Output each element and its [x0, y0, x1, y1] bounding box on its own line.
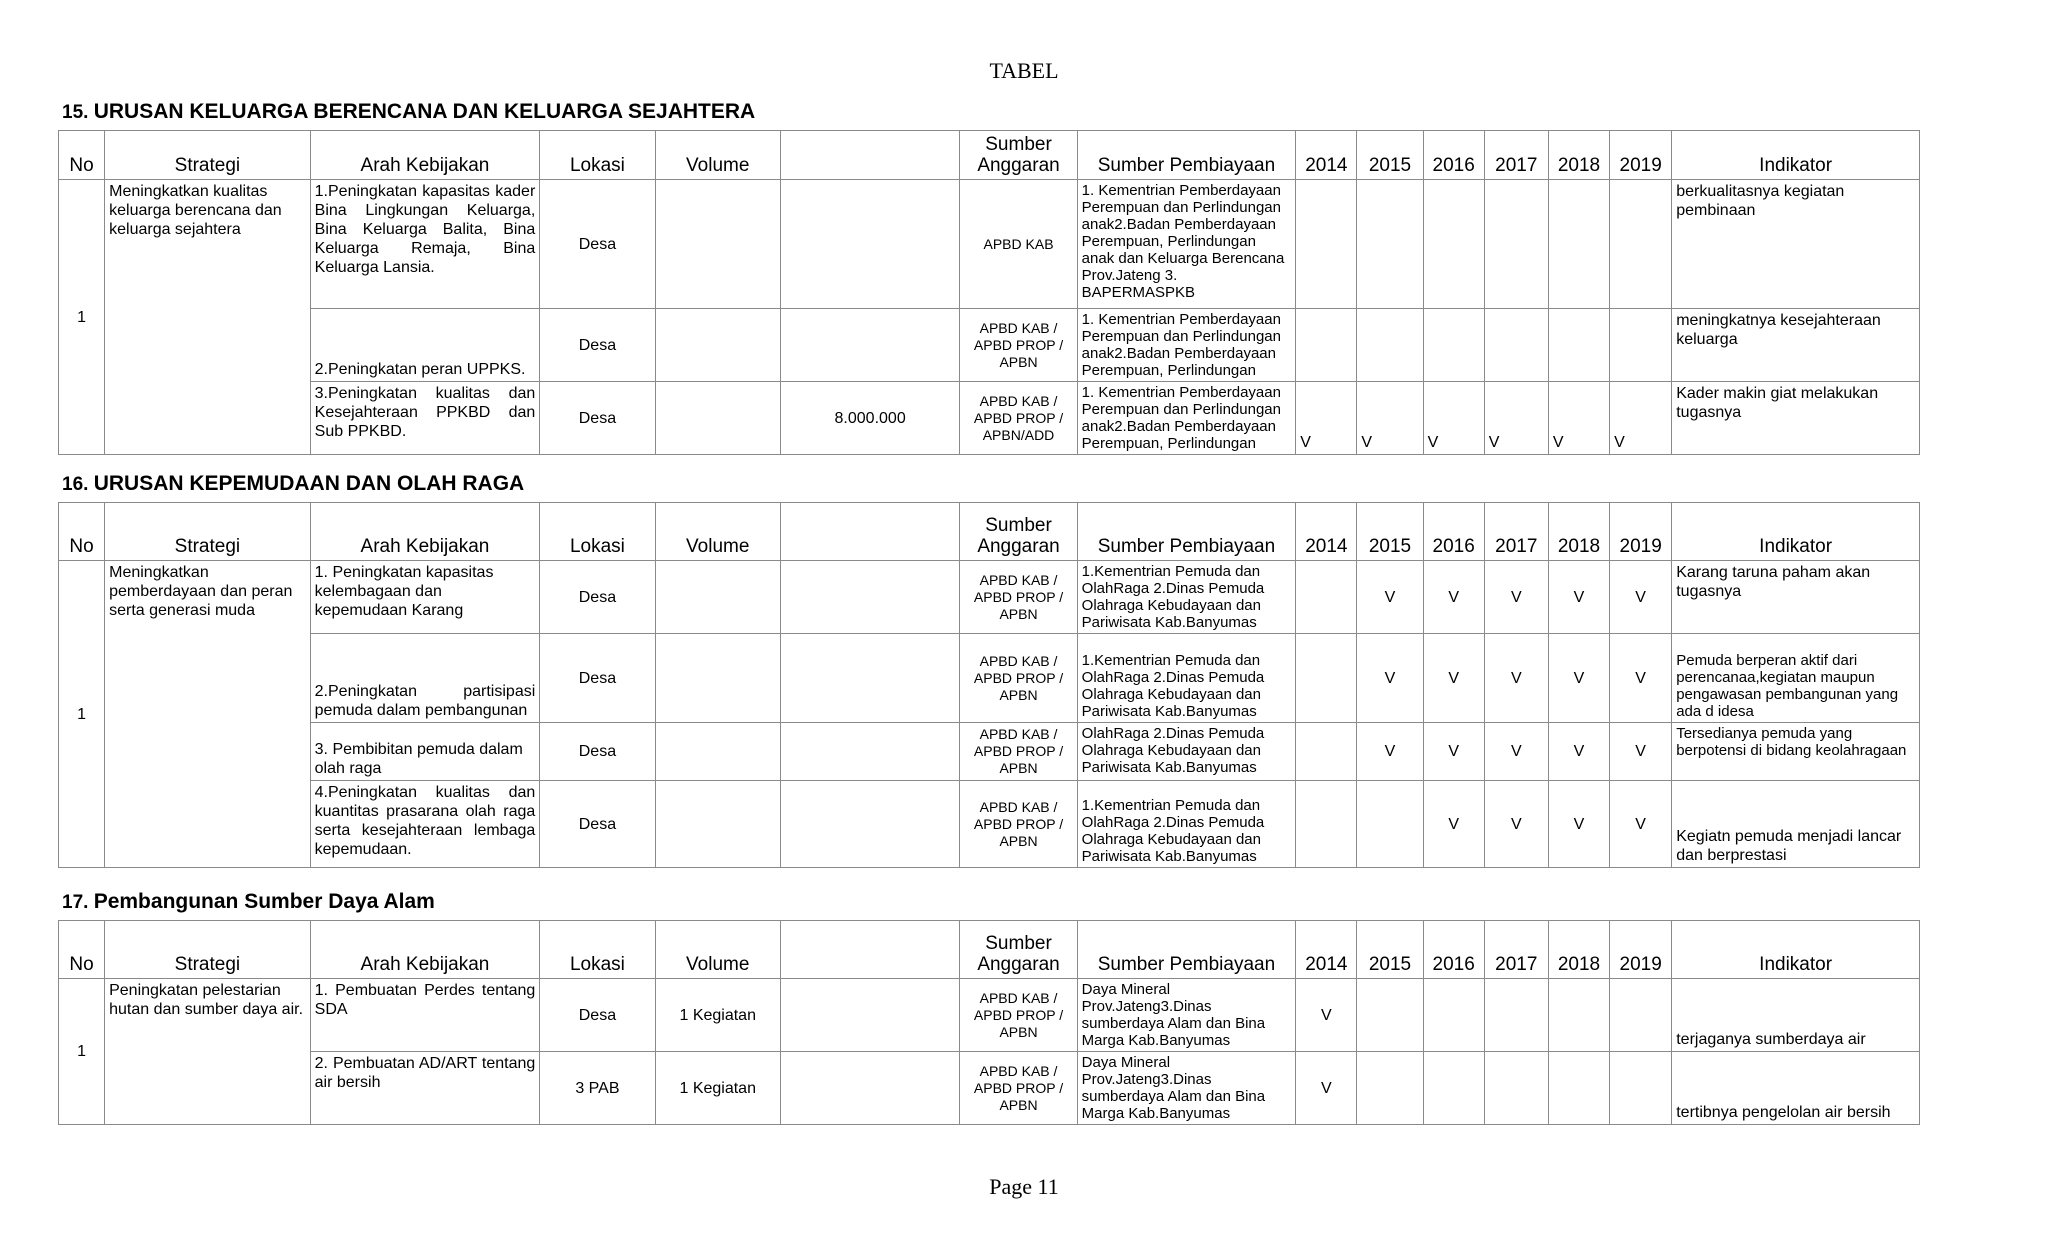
- header-2014: 2014: [1296, 503, 1357, 561]
- year-2016-cell: [1423, 309, 1484, 382]
- row-number: 1: [59, 979, 105, 1125]
- year-2015-cell: [1357, 1052, 1423, 1125]
- year-2014-cell: V: [1296, 979, 1357, 1052]
- arah-kebijakan-cell: 2. Pembuatan AD/ART tentang air bersih: [310, 1052, 540, 1125]
- section-17-number: 17.: [62, 892, 94, 913]
- indikator-cell: Kegiatn pemuda menjadi lancar dan berprestasi: [1672, 781, 1920, 868]
- year-2015-cell: [1357, 979, 1423, 1052]
- year-2015-cell: V: [1357, 382, 1423, 455]
- year-2019-cell: [1610, 979, 1672, 1052]
- section-15-title: [62, 100, 755, 124]
- sumber-anggaran-cell: APBD KAB / APBD PROP / APBN: [960, 723, 1077, 781]
- section-15-label: URUSAN KELUARGA BERENCANA DAN KELUARGA SEJAHTERA: [93, 100, 756, 123]
- year-2016-cell: V: [1423, 382, 1484, 455]
- year-2017-cell: V: [1484, 634, 1548, 723]
- year-2018-cell: [1548, 1052, 1609, 1125]
- lokasi-cell: 3 PAB: [540, 1052, 655, 1125]
- year-2017-cell: [1484, 309, 1548, 382]
- volume-cell: [655, 561, 780, 634]
- header-2015: 2015: [1357, 503, 1423, 561]
- year-2016-cell: V: [1423, 781, 1484, 868]
- indikator-cell: tertibnya pengelolan air bersih: [1672, 1052, 1920, 1125]
- volume-cell: [655, 309, 780, 382]
- indikator-cell: terjaganya sumberdaya air: [1672, 979, 1920, 1052]
- biaya-cell: [780, 561, 959, 634]
- header-lokasi: Lokasi: [540, 921, 655, 979]
- volume-cell: [655, 781, 780, 868]
- biaya-cell: [780, 309, 959, 382]
- year-2019-cell: V: [1610, 382, 1672, 455]
- sumber-pembiayaan-cell: 1. Kementrian Pemberdayaan Perempuan dan Perlindungan anak2.Badan Pemberdayaan Perempuan, Perlindungan anak dan Keluarga Berencana Prov.Jateng 3. BAPERMASPKB: [1077, 180, 1296, 309]
- biaya-cell: [780, 723, 959, 781]
- indikator-cell: berkualitasnya kegiatan pembinaan: [1672, 180, 1920, 309]
- header-arah-kebijakan: Arah Kebijakan: [310, 131, 540, 180]
- header-blank: [780, 131, 959, 180]
- volume-cell: 1 Kegiatan: [655, 979, 780, 1052]
- year-2016-cell: [1423, 1052, 1484, 1125]
- header-no: No: [59, 131, 105, 180]
- year-2015-cell: [1357, 309, 1423, 382]
- table-row: [59, 309, 1920, 382]
- arah-kebijakan-cell: 3.Peningkatan kualitas dan Kesejahteraan PPKBD dan Sub PPKBD.: [310, 382, 540, 455]
- year-2016-cell: V: [1423, 634, 1484, 723]
- year-2016-cell: [1423, 180, 1484, 309]
- year-2015-cell: [1357, 180, 1423, 309]
- header-strategi: Strategi: [105, 921, 311, 979]
- header-2014: 2014: [1296, 131, 1357, 180]
- year-2019-cell: V: [1610, 561, 1672, 634]
- year-2017-cell: [1484, 180, 1548, 309]
- section-17-title: [62, 890, 435, 914]
- strategi-cell: Meningkatkan pemberdayaan dan peran serta generasi muda: [105, 561, 311, 868]
- header-row: [59, 921, 1920, 979]
- sumber-pembiayaan-cell: 1. Kementrian Pemberdayaan Perempuan dan Perlindungan anak2.Badan Pemberdayaan Perempuan, Perlindungan: [1077, 309, 1296, 382]
- header-2016: 2016: [1423, 131, 1484, 180]
- header-2019: 2019: [1610, 921, 1672, 979]
- header-volume: Volume: [655, 503, 780, 561]
- volume-cell: [655, 723, 780, 781]
- sumber-anggaran-cell: APBD KAB / APBD PROP / APBN: [960, 1052, 1077, 1125]
- header-no: No: [59, 921, 105, 979]
- table-row: [59, 1052, 1920, 1125]
- section-16-title: [62, 472, 524, 496]
- lokasi-cell: Desa: [540, 979, 655, 1052]
- year-2016-cell: V: [1423, 561, 1484, 634]
- year-2019-cell: V: [1610, 781, 1672, 868]
- arah-kebijakan-cell: 1. Peningkatan kapasitas kelembagaan dan kepemudaan Karang: [310, 561, 540, 634]
- year-2019-cell: V: [1610, 634, 1672, 723]
- sumber-pembiayaan-cell: 1.Kementrian Pemuda dan OlahRaga 2.Dinas Pemuda Olahraga Kebudayaan dan Pariwisata Kab.Banyumas: [1077, 634, 1296, 723]
- lokasi-cell: Desa: [540, 561, 655, 634]
- arah-kebijakan-cell: 1. Pembuatan Perdes tentang SDA: [310, 979, 540, 1052]
- header-strategi: Strategi: [105, 131, 311, 180]
- sumber-pembiayaan-cell: OlahRaga 2.Dinas Pemuda Olahraga Kebudayaan dan Pariwisata Kab.Banyumas: [1077, 723, 1296, 781]
- year-2019-cell: [1610, 1052, 1672, 1125]
- year-2014-cell: [1296, 309, 1357, 382]
- row-number: 1: [59, 561, 105, 868]
- year-2015-cell: V: [1357, 634, 1423, 723]
- header-2016: 2016: [1423, 503, 1484, 561]
- year-2018-cell: V: [1548, 382, 1609, 455]
- year-2018-cell: V: [1548, 561, 1609, 634]
- indikator-cell: Tersedianya pemuda yang berpotensi di bidang keolahragaan: [1672, 723, 1920, 781]
- header-2017: 2017: [1484, 921, 1548, 979]
- header-2019: 2019: [1610, 503, 1672, 561]
- year-2014-cell: V: [1296, 1052, 1357, 1125]
- header-2017: 2017: [1484, 131, 1548, 180]
- year-2019-cell: [1610, 309, 1672, 382]
- year-2018-cell: [1548, 309, 1609, 382]
- year-2014-cell: V: [1296, 382, 1357, 455]
- year-2017-cell: [1484, 979, 1548, 1052]
- header-row: [59, 131, 1920, 180]
- arah-kebijakan-cell: 1.Peningkatan kapasitas kader Bina Lingkungan Keluarga, Bina Keluarga Balita, Bina Keluarga Remaja, Bina Keluarga Lansia.: [310, 180, 540, 309]
- year-2017-cell: V: [1484, 382, 1548, 455]
- table-row: [59, 561, 1920, 634]
- lokasi-cell: Desa: [540, 723, 655, 781]
- year-2018-cell: V: [1548, 634, 1609, 723]
- sumber-pembiayaan-cell: 1.Kementrian Pemuda dan OlahRaga 2.Dinas Pemuda Olahraga Kebudayaan dan Pariwisata Kab.Banyumas: [1077, 781, 1296, 868]
- sumber-anggaran-cell: APBD KAB / APBD PROP / APBN: [960, 561, 1077, 634]
- arah-kebijakan-cell: 2.Peningkatan peran UPPKS.: [310, 309, 540, 382]
- sumber-anggaran-cell: APBD KAB / APBD PROP / APBN: [960, 309, 1077, 382]
- volume-cell: [655, 634, 780, 723]
- lokasi-cell: Desa: [540, 634, 655, 723]
- indikator-cell: meningkatnya kesejahteraan keluarga: [1672, 309, 1920, 382]
- biaya-cell: [780, 781, 959, 868]
- header-2017: 2017: [1484, 503, 1548, 561]
- header-sumber-anggaran: Sumber Anggaran: [960, 921, 1077, 979]
- header-2019: 2019: [1610, 131, 1672, 180]
- header-2016: 2016: [1423, 921, 1484, 979]
- sumber-anggaran-cell: APBD KAB / APBD PROP / APBN/ADD: [960, 382, 1077, 455]
- table-row: [59, 382, 1920, 455]
- year-2015-cell: V: [1357, 561, 1423, 634]
- year-2018-cell: [1548, 979, 1609, 1052]
- sumber-pembiayaan-cell: 1.Kementrian Pemuda dan OlahRaga 2.Dinas Pemuda Olahraga Kebudayaan dan Pariwisata Kab.Banyumas: [1077, 561, 1296, 634]
- header-row: [59, 503, 1920, 561]
- sumber-pembiayaan-cell: 1. Kementrian Pemberdayaan Perempuan dan Perlindungan anak2.Badan Pemberdayaan Perempuan, Perlindungan: [1077, 382, 1296, 455]
- header-sumber-pembiayaan: Sumber Pembiayaan: [1077, 921, 1296, 979]
- table-row: [59, 634, 1920, 723]
- header-2015: 2015: [1357, 131, 1423, 180]
- header-2014: 2014: [1296, 921, 1357, 979]
- volume-cell: [655, 382, 780, 455]
- volume-cell: 1 Kegiatan: [655, 1052, 780, 1125]
- indikator-cell: Kader makin giat melakukan tugasnya: [1672, 382, 1920, 455]
- header-2015: 2015: [1357, 921, 1423, 979]
- header-strategi: Strategi: [105, 503, 311, 561]
- header-2018: 2018: [1548, 921, 1609, 979]
- year-2014-cell: [1296, 781, 1357, 868]
- year-2014-cell: [1296, 180, 1357, 309]
- sumber-anggaran-cell: APBD KAB / APBD PROP / APBN: [960, 979, 1077, 1052]
- year-2019-cell: V: [1610, 723, 1672, 781]
- year-2014-cell: [1296, 561, 1357, 634]
- lokasi-cell: Desa: [540, 781, 655, 868]
- table-section-17: [58, 920, 1920, 1125]
- volume-cell: [655, 180, 780, 309]
- table-row: [59, 723, 1920, 781]
- lokasi-cell: Desa: [540, 309, 655, 382]
- header-sumber-anggaran: Sumber Anggaran: [960, 503, 1077, 561]
- header-blank: [780, 921, 959, 979]
- year-2018-cell: V: [1548, 781, 1609, 868]
- header-sumber-pembiayaan: Sumber Pembiayaan: [1077, 131, 1296, 180]
- year-2018-cell: V: [1548, 723, 1609, 781]
- sumber-anggaran-cell: APBD KAB / APBD PROP / APBN: [960, 634, 1077, 723]
- lokasi-cell: Desa: [540, 180, 655, 309]
- header-sumber-pembiayaan: Sumber Pembiayaan: [1077, 503, 1296, 561]
- header-blank: [780, 503, 959, 561]
- biaya-cell: [780, 979, 959, 1052]
- strategi-cell: Peningkatan pelestarian hutan dan sumber daya air.: [105, 979, 311, 1125]
- biaya-cell: [780, 1052, 959, 1125]
- year-2015-cell: [1357, 781, 1423, 868]
- header-lokasi: Lokasi: [540, 503, 655, 561]
- page-title: TABEL: [989, 58, 1059, 83]
- strategi-cell: Meningkatkan kualitas keluarga berencana dan keluarga sejahtera: [105, 180, 311, 455]
- biaya-cell: [780, 180, 959, 309]
- biaya-cell: 8.000.000: [780, 382, 959, 455]
- biaya-cell: [780, 634, 959, 723]
- year-2014-cell: [1296, 634, 1357, 723]
- arah-kebijakan-cell: 2.Peningkatan partisipasi pemuda dalam pembangunan: [310, 634, 540, 723]
- arah-kebijakan-cell: 4.Peningkatan kualitas dan kuantitas prasarana olah raga serta kesejahteraan lembaga kepemudaan.: [310, 781, 540, 868]
- table-section-16: [58, 502, 1920, 868]
- table-row: [59, 979, 1920, 1052]
- year-2017-cell: V: [1484, 723, 1548, 781]
- header-2018: 2018: [1548, 131, 1609, 180]
- header-sumber-anggaran: Sumber Anggaran: [960, 131, 1077, 180]
- year-2017-cell: [1484, 1052, 1548, 1125]
- year-2016-cell: V: [1423, 723, 1484, 781]
- page-footer: Page 11: [989, 1174, 1059, 1199]
- header-volume: Volume: [655, 921, 780, 979]
- sumber-anggaran-cell: APBD KAB: [960, 180, 1077, 309]
- year-2019-cell: [1610, 180, 1672, 309]
- row-number: 1: [59, 180, 105, 455]
- year-2018-cell: [1548, 180, 1609, 309]
- year-2016-cell: [1423, 979, 1484, 1052]
- lokasi-cell: Desa: [540, 382, 655, 455]
- header-arah-kebijakan: Arah Kebijakan: [310, 503, 540, 561]
- section-15-number: 15.: [62, 102, 94, 123]
- section-17-label: Pembangunan Sumber Daya Alam: [93, 890, 435, 913]
- header-indikator: Indikator: [1672, 921, 1920, 979]
- indikator-cell: Karang taruna paham akan tugasnya: [1672, 561, 1920, 634]
- year-2017-cell: V: [1484, 561, 1548, 634]
- year-2015-cell: V: [1357, 723, 1423, 781]
- year-2017-cell: V: [1484, 781, 1548, 868]
- header-2018: 2018: [1548, 503, 1609, 561]
- table-row: [59, 781, 1920, 868]
- header-no: No: [59, 503, 105, 561]
- header-arah-kebijakan: Arah Kebijakan: [310, 921, 540, 979]
- header-lokasi: Lokasi: [540, 131, 655, 180]
- header-volume: Volume: [655, 131, 780, 180]
- sumber-pembiayaan-cell: Daya Mineral Prov.Jateng3.Dinas sumberdaya Alam dan Bina Marga Kab.Banyumas: [1077, 979, 1296, 1052]
- arah-kebijakan-cell: 3. Pembibitan pemuda dalam olah raga: [310, 723, 540, 781]
- sumber-anggaran-cell: APBD KAB / APBD PROP / APBN: [960, 781, 1077, 868]
- year-2014-cell: [1296, 723, 1357, 781]
- header-indikator: Indikator: [1672, 131, 1920, 180]
- table-section-15: [58, 130, 1920, 455]
- indikator-cell: Pemuda berperan aktif dari perencanaa,kegiatan maupun pengawasan pembangunan yang ada d idesa: [1672, 634, 1920, 723]
- table-row: [59, 180, 1920, 309]
- sumber-pembiayaan-cell: Daya Mineral Prov.Jateng3.Dinas sumberdaya Alam dan Bina Marga Kab.Banyumas: [1077, 1052, 1296, 1125]
- section-16-number: 16.: [62, 474, 94, 495]
- header-indikator: Indikator: [1672, 503, 1920, 561]
- section-16-label: URUSAN KEPEMUDAAN DAN OLAH RAGA: [93, 472, 525, 495]
